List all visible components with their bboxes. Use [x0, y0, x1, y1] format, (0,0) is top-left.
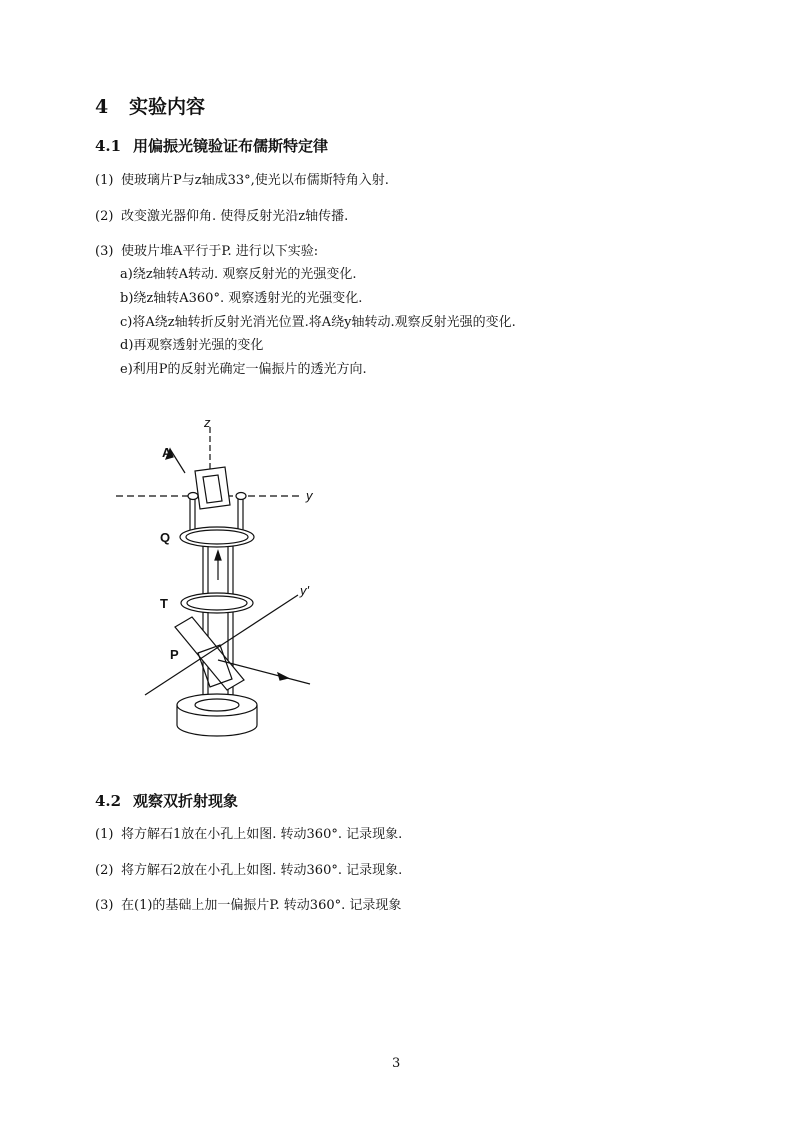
subsection-heading-4-2: [95, 790, 238, 811]
item-text: 改变激光器仰角. 使得反射光沿z轴传播.: [121, 209, 349, 224]
apparatus-figure: [100, 405, 340, 750]
list-item: [95, 859, 402, 878]
item-number: (1): [95, 827, 114, 842]
label-q: Q: [160, 530, 171, 545]
subsection-title: 用偏振光镜验证布儒斯特定律: [133, 137, 329, 155]
item-text: 将方解石2放在小孔上如图. 转动360°. 记录现象.: [121, 863, 403, 878]
subsection-title: 观察双折射现象: [133, 792, 239, 810]
list-item: [95, 169, 389, 188]
item-number: (1): [95, 173, 114, 188]
list-item: [95, 894, 401, 913]
section-number: 4: [95, 96, 109, 118]
subsection-heading-4-1: [95, 135, 328, 156]
sub-item: d)再观察透射光强的变化: [120, 338, 264, 353]
label-y-prime: y': [300, 583, 309, 598]
item-number: (3): [95, 244, 114, 259]
subsection-number: 4.2: [95, 792, 122, 810]
sub-item: b)绕z轴转A360°. 观察透射光的光强变化.: [120, 291, 363, 306]
list-item: [95, 205, 348, 224]
item-text: 在(1)的基础上加一偏振片P. 转动360°. 记录现象: [121, 898, 402, 913]
list-item: [95, 823, 402, 842]
list-item: [95, 240, 318, 259]
sub-item: a)绕z轴转A转动. 观察反射光的光强变化.: [120, 267, 357, 282]
sub-item: c)将A绕z轴转折反射光消光位置.将A绕y轴转动.观察反射光强的变化.: [120, 315, 516, 330]
item-text: 使玻片堆A平行于P. 进行以下实验:: [121, 244, 319, 259]
sub-item: e)利用P的反射光确定一偏振片的透光方向.: [120, 362, 367, 377]
label-y: y: [306, 488, 313, 503]
label-t: T: [160, 596, 168, 611]
base: [177, 694, 257, 716]
item-number: (3): [95, 898, 114, 913]
label-z: z: [204, 415, 211, 430]
item-text: 将方解石1放在小孔上如图. 转动360°. 记录现象.: [121, 827, 403, 842]
item-number: (2): [95, 863, 114, 878]
section-heading: [95, 92, 205, 119]
label-a: A: [162, 445, 172, 460]
label-p: P: [170, 647, 179, 662]
subsection-number: 4.1: [95, 137, 122, 155]
section-title: 实验内容: [129, 96, 206, 118]
item-text: 使玻璃片P与z轴成33°,使光以布儒斯特角入射.: [121, 173, 389, 188]
page-number: 3: [392, 1056, 401, 1071]
item-number: (2): [95, 209, 114, 224]
